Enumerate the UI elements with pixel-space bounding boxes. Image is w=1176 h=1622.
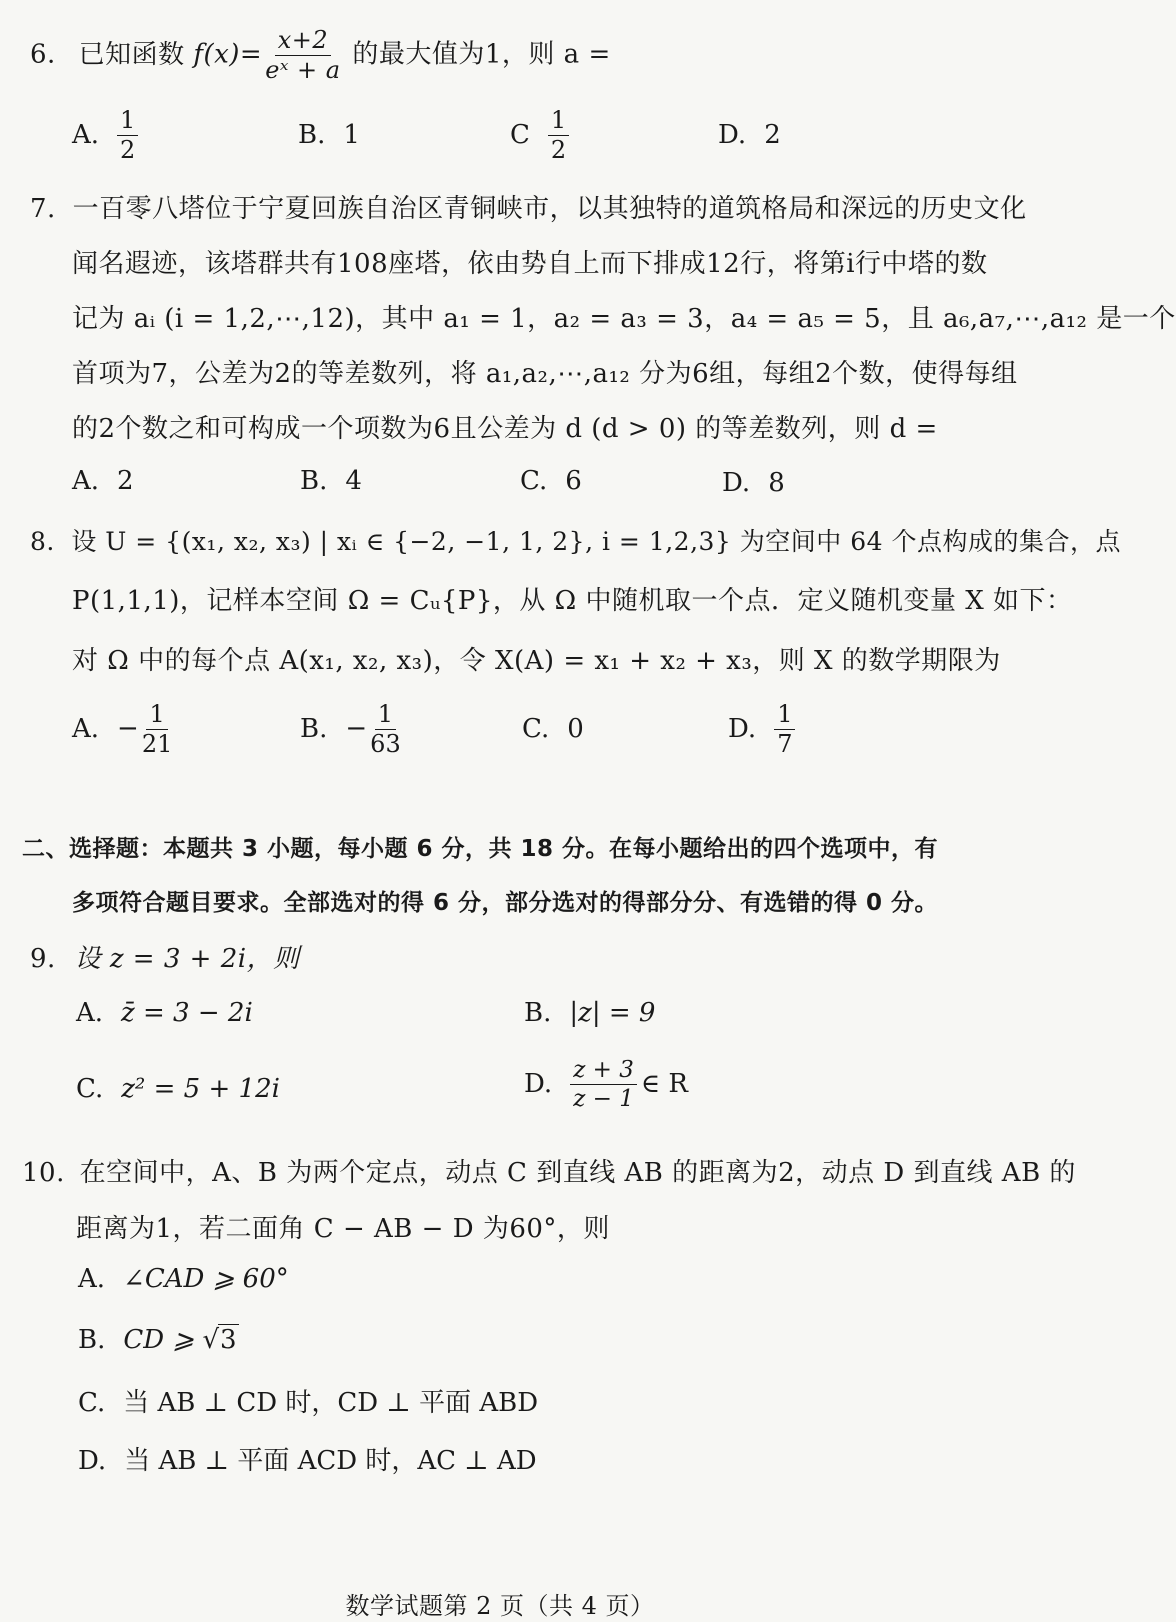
q7-option-d[interactable] [722,468,785,498]
option-text: ∈ R [640,1068,688,1099]
q6-option-c[interactable] [510,108,569,163]
page-footer: 数学试题第 2 页（共 4 页） [345,1592,655,1620]
fraction-denominator: 21 [141,730,173,759]
stem-text: 已知函数 [78,39,194,70]
option-text: 0 [567,714,584,744]
option-text: 4 [345,466,362,496]
fraction-numerator: 1 [548,108,569,136]
question-number: 7. [30,194,56,224]
option-label: C. [76,1074,104,1104]
question-7-line-2: 闻名遐迹，该塔群共有108座塔，依由势自上而下排成12行，将第i行中塔的数 [72,249,988,279]
option-text: z̄ = 3 − 2i [121,998,253,1028]
q8-option-b[interactable] [300,702,404,757]
q8-option-a[interactable] [72,702,175,757]
stem-text: 一百零八塔位于宁夏回族自治区青铜峡市，以其独特的道筑格局和深远的历史文化 [72,194,1027,224]
option-text: 当 AB ⊥ CD 时，CD ⊥ 平面 ABD [123,1388,539,1418]
option-text: 8 [768,468,785,498]
stem-text: 设 z = 3 + 2i，则 [74,944,300,974]
q7-option-c[interactable] [520,466,582,496]
fraction-numerator: 1 [146,702,167,730]
option-label: D. [524,1068,553,1099]
q9-option-c[interactable] [76,1074,280,1104]
q10-option-a[interactable] [78,1264,289,1294]
option-label: D. [728,713,757,744]
q9-option-a[interactable] [76,998,253,1028]
option-fraction [548,108,569,163]
option-fraction [139,702,176,757]
q10-option-d[interactable] [78,1440,537,1477]
function-fraction [262,28,343,83]
option-text: 1 [343,120,360,150]
q6-option-d[interactable] [718,120,781,150]
question-10-line-2: 距离为1，若二面角 C − AB − D 为60°，则 [76,1214,610,1244]
fraction-denominator: 63 [370,730,401,759]
fraction-denominator: eˣ + a [265,56,341,85]
q8-option-c[interactable] [522,714,584,744]
fraction-numerator: 1 [375,702,396,730]
option-text: 2 [117,466,134,496]
option-text: CD ⩾ [123,1325,203,1355]
question-number: 8. [30,527,55,556]
question-6-stem [30,28,611,83]
function-label: f(x)= [193,39,263,70]
question-number: 6. [30,39,56,70]
fraction-denominator: 7 [777,730,793,759]
question-8-line-1 [30,522,1121,558]
q10-option-b[interactable] [78,1324,239,1355]
fraction-numerator: x+2 [275,28,331,56]
fraction-denominator: z − 1 [573,1086,634,1113]
question-7-line-3: 记为 aᵢ (i = 1,2,⋯,12)，其中 a₁ = 1，a₂ = a₃ = 3，a₄ = a₅ = 5，且 a₆,a₇,⋯,a₁₂ 是一个 [72,304,1176,334]
q8-option-d[interactable] [728,702,795,757]
option-label: B. [298,120,326,150]
option-label: C. [520,466,548,496]
option-label: A. [76,998,104,1028]
question-7-line-5: 的2个数之和可构成一个项数为6且公差为 d (d > 0) 的等差数列，则 d = [72,414,938,444]
question-8-line-2: P(1,1,1)，记样本空间 Ω = Cᵤ{P}，从 Ω 中随机取一个点．定义随机变量 X 如下： [72,586,1073,616]
section-heading-line-1: 二、选择题：本题共 3 小题，每小题 6 分，共 18 分。在每小题给出的四个选项中，有 [22,836,939,862]
section-heading-line-2: 多项符合题目要求。全部选对的得 6 分，部分选对的得部分分、有选错的得 0 分。 [72,890,939,916]
option-label: C [510,119,530,150]
option-text: 当 AB ⊥ 平面 ACD 时，AC ⊥ AD [124,1446,537,1476]
option-sign: − [117,713,139,744]
fraction-numerator: 1 [117,108,138,136]
option-text: 6 [565,466,582,496]
q7-option-a[interactable] [72,466,134,496]
q9-option-d[interactable] [524,1058,688,1111]
option-fraction [117,108,138,163]
option-label: B. [300,466,328,496]
fraction-numerator: 1 [774,702,795,730]
question-7-line-1 [30,188,1027,225]
option-label: C. [78,1388,106,1418]
fraction-numerator: z + 3 [570,1058,637,1085]
q9-option-b[interactable] [524,998,655,1028]
option-label: B. [300,713,328,744]
option-text: 2 [764,120,781,150]
option-text: |z| = 9 [569,998,656,1028]
option-fraction [367,702,404,757]
option-label: A. [72,119,100,150]
question-8-line-3: 对 Ω 中的每个点 A(x₁, x₂, x₃)，令 X(A) = x₁ + x₂ + x₃，则 X 的数学期限为 [72,646,1001,676]
question-number: 10. [22,1158,65,1188]
option-label: D. [78,1446,107,1476]
option-sign: − [345,713,368,744]
option-label: B. [78,1325,106,1355]
option-label: A. [72,713,100,744]
question-9-stem [30,938,300,975]
fraction-denominator: 2 [550,136,567,165]
option-label: B. [524,998,552,1028]
fraction-denominator: 2 [120,136,136,165]
question-number: 9. [30,944,56,974]
question-10-line-1 [22,1152,1076,1189]
q6-option-a[interactable] [72,108,138,163]
option-fraction [774,702,795,757]
option-fraction [570,1058,637,1111]
option-label: C. [522,714,550,744]
question-7-line-4: 首项为7，公差为2的等差数列，将 a₁,a₂,⋯,a₁₂ 分为6组，每组2个数，使得每组 [72,359,1018,389]
sqrt-symbol: √ [202,1325,220,1355]
stem-text: 的最大值为1，则 a = [343,39,611,70]
q6-option-b[interactable] [298,120,360,150]
q7-option-b[interactable] [300,466,362,496]
option-label: A. [78,1264,106,1294]
option-label: A. [72,466,100,496]
option-text: z² = 5 + 12i [121,1074,280,1104]
stem-text: 在空间中，A、B 为两个定点，动点 C 到直线 AB 的距离为2，动点 D 到直线 AB 的 [79,1158,1076,1188]
option-text: ∠CAD ⩾ 60° [123,1264,289,1294]
option-label: D. [718,120,747,150]
stem-text: 设 U = {(x₁, x₂, x₃) | xᵢ ∈ {−2, −1, 1, 2}, i = 1,2,3} 为空间中 64 个点构成的集合，点 [71,527,1121,556]
option-label: D. [722,468,751,498]
q10-option-c[interactable] [78,1382,538,1419]
sqrt-radicand: 3 [220,1325,237,1355]
